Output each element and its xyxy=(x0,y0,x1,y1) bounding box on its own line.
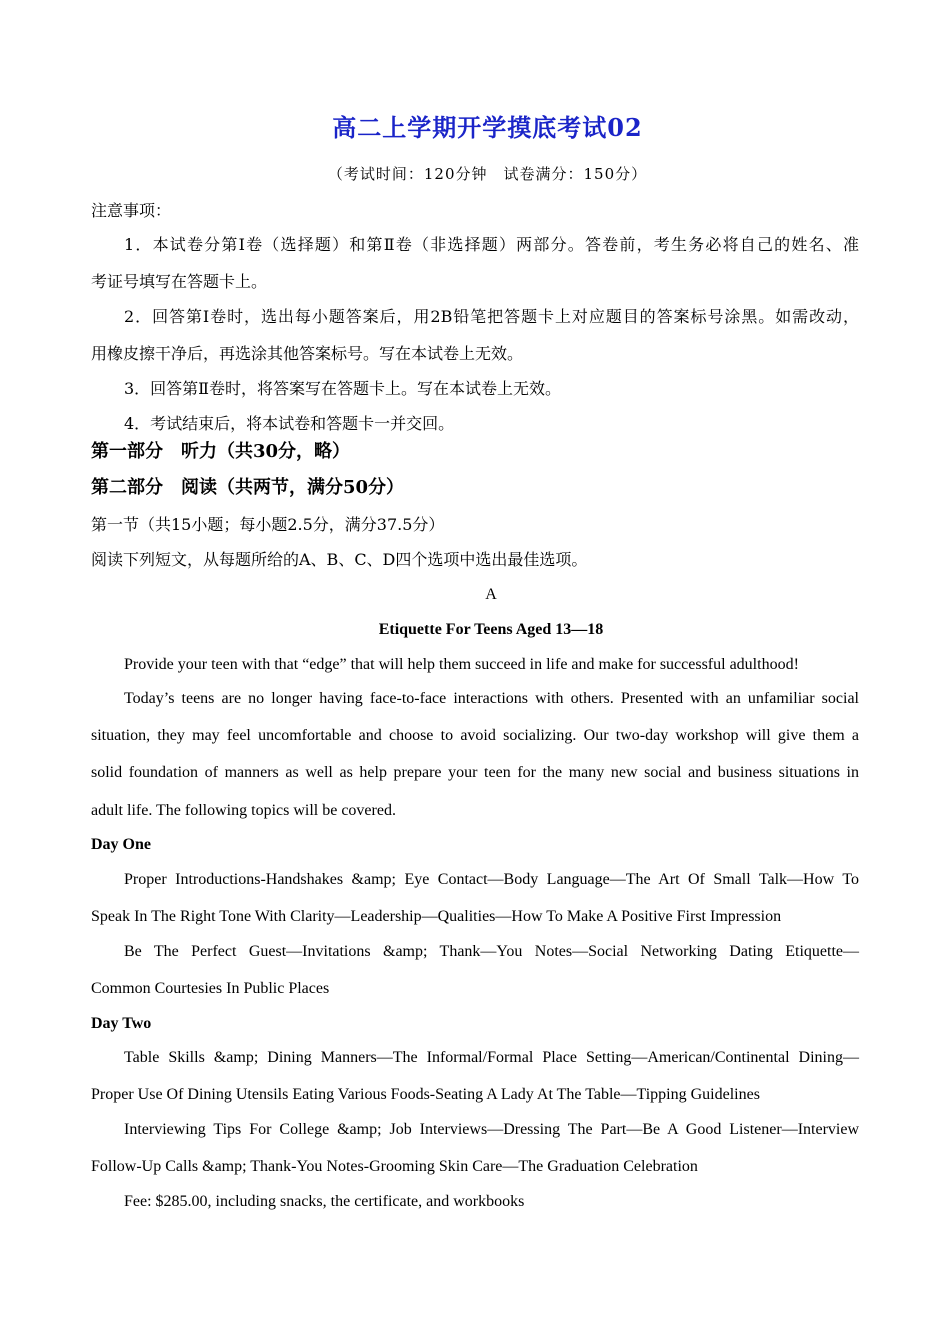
passage-p2-line-1: Today’s teens are no longer having face-to-face interactions with others. Presented with an unfamiliar social xyxy=(124,690,859,707)
notice-heading: 注意事项： xyxy=(91,201,172,220)
notice-item-2b: 用橡皮擦干净后，再选涂其他答案标号。写在本试卷上无效。 xyxy=(91,344,524,363)
notice-item-4: 4．考试结束后，将本试卷和答题卡一并交回。 xyxy=(124,414,455,433)
day-two-p1-line-2: Proper Use Of Dining Utensils Eating Various Foods-Seating A Lady At The Table—Tipping Guidelines xyxy=(91,1086,760,1103)
passage-p2-line-4: adult life. The following topics will be covered. xyxy=(91,802,396,819)
notice-item-1b: 考证号填写在答题卡上。 xyxy=(91,272,268,291)
notice-item-1a: 1．本试卷分第Ⅰ卷（选择题）和第Ⅱ卷（非选择题）两部分。答卷前，考生务必将自己的姓名、准 xyxy=(124,235,859,254)
page-title: 高二上学期开学摸底考试02 xyxy=(332,113,643,142)
day-one-p2-line-2: Common Courtesies In Public Places xyxy=(91,980,330,997)
day-two-p1-line-1: Table Skills &amp; Dining Manners—The Informal/Formal Place Setting—American/Continental Dining— xyxy=(124,1049,859,1066)
day-two-heading: Day Two xyxy=(91,1015,152,1032)
exam-info: （考试时间：120分钟 试卷满分：150分） xyxy=(327,165,648,183)
passage-paragraph-1: Provide your teen with that “edge” that will help them succeed in life and make for successful adulthood! xyxy=(124,656,799,673)
reading-instruction: 阅读下列短文，从每题所给的A、B、C、D四个选项中选出最佳选项。 xyxy=(91,550,588,569)
passage-p2-line-2: situation, they may feel uncomfortable and choose to avoid socializing. Our two-day workshop will give them a xyxy=(91,727,859,744)
day-one-heading: Day One xyxy=(91,836,151,853)
passage-p2-line-3: solid foundation of manners as well as help prepare your teen for the many new social and business situations in xyxy=(91,764,859,781)
day-one-p1-line-2: Speak In The Right Tone With Clarity—Leadership—Qualities—How To Make A Positive First Impression xyxy=(91,908,782,925)
part-two-heading: 第二部分 阅读（共两节，满分50分） xyxy=(91,477,405,498)
passage-title: Etiquette For Teens Aged 13—18 xyxy=(378,621,604,638)
day-one-p2-line-1: Be The Perfect Guest—Invitations &amp; Thank—You Notes—Social Networking Dating Etiquette— xyxy=(124,943,859,960)
fee-line: Fee: $285.00, including snacks, the certificate, and workbooks xyxy=(124,1193,525,1210)
notice-item-3: 3．回答第Ⅱ卷时，将答案写在答题卡上。写在本试卷上无效。 xyxy=(124,379,562,398)
section-one-heading: 第一节（共15小题；每小题2.5分，满分37.5分） xyxy=(91,515,445,534)
day-two-p2-line-1: Interviewing Tips For College &amp; Job Interviews—Dressing The Part—Be A Good Listener—Interview xyxy=(124,1121,859,1138)
part-one-heading: 第一部分 听力（共30分，略） xyxy=(91,441,351,462)
passage-label: A xyxy=(485,586,497,603)
day-one-p1-line-1: Proper Introductions-Handshakes &amp; Eye Contact—Body Language—The Art Of Small Talk—How To xyxy=(124,871,859,888)
day-two-p2-line-2: Follow-Up Calls &amp; Thank-You Notes-Grooming Skin Care—The Graduation Celebration xyxy=(91,1158,698,1175)
notice-item-2a: 2．回答第Ⅰ卷时，选出每小题答案后，用2B铅笔把答题卡上对应题目的答案标号涂黑。如需改动， xyxy=(124,307,859,326)
